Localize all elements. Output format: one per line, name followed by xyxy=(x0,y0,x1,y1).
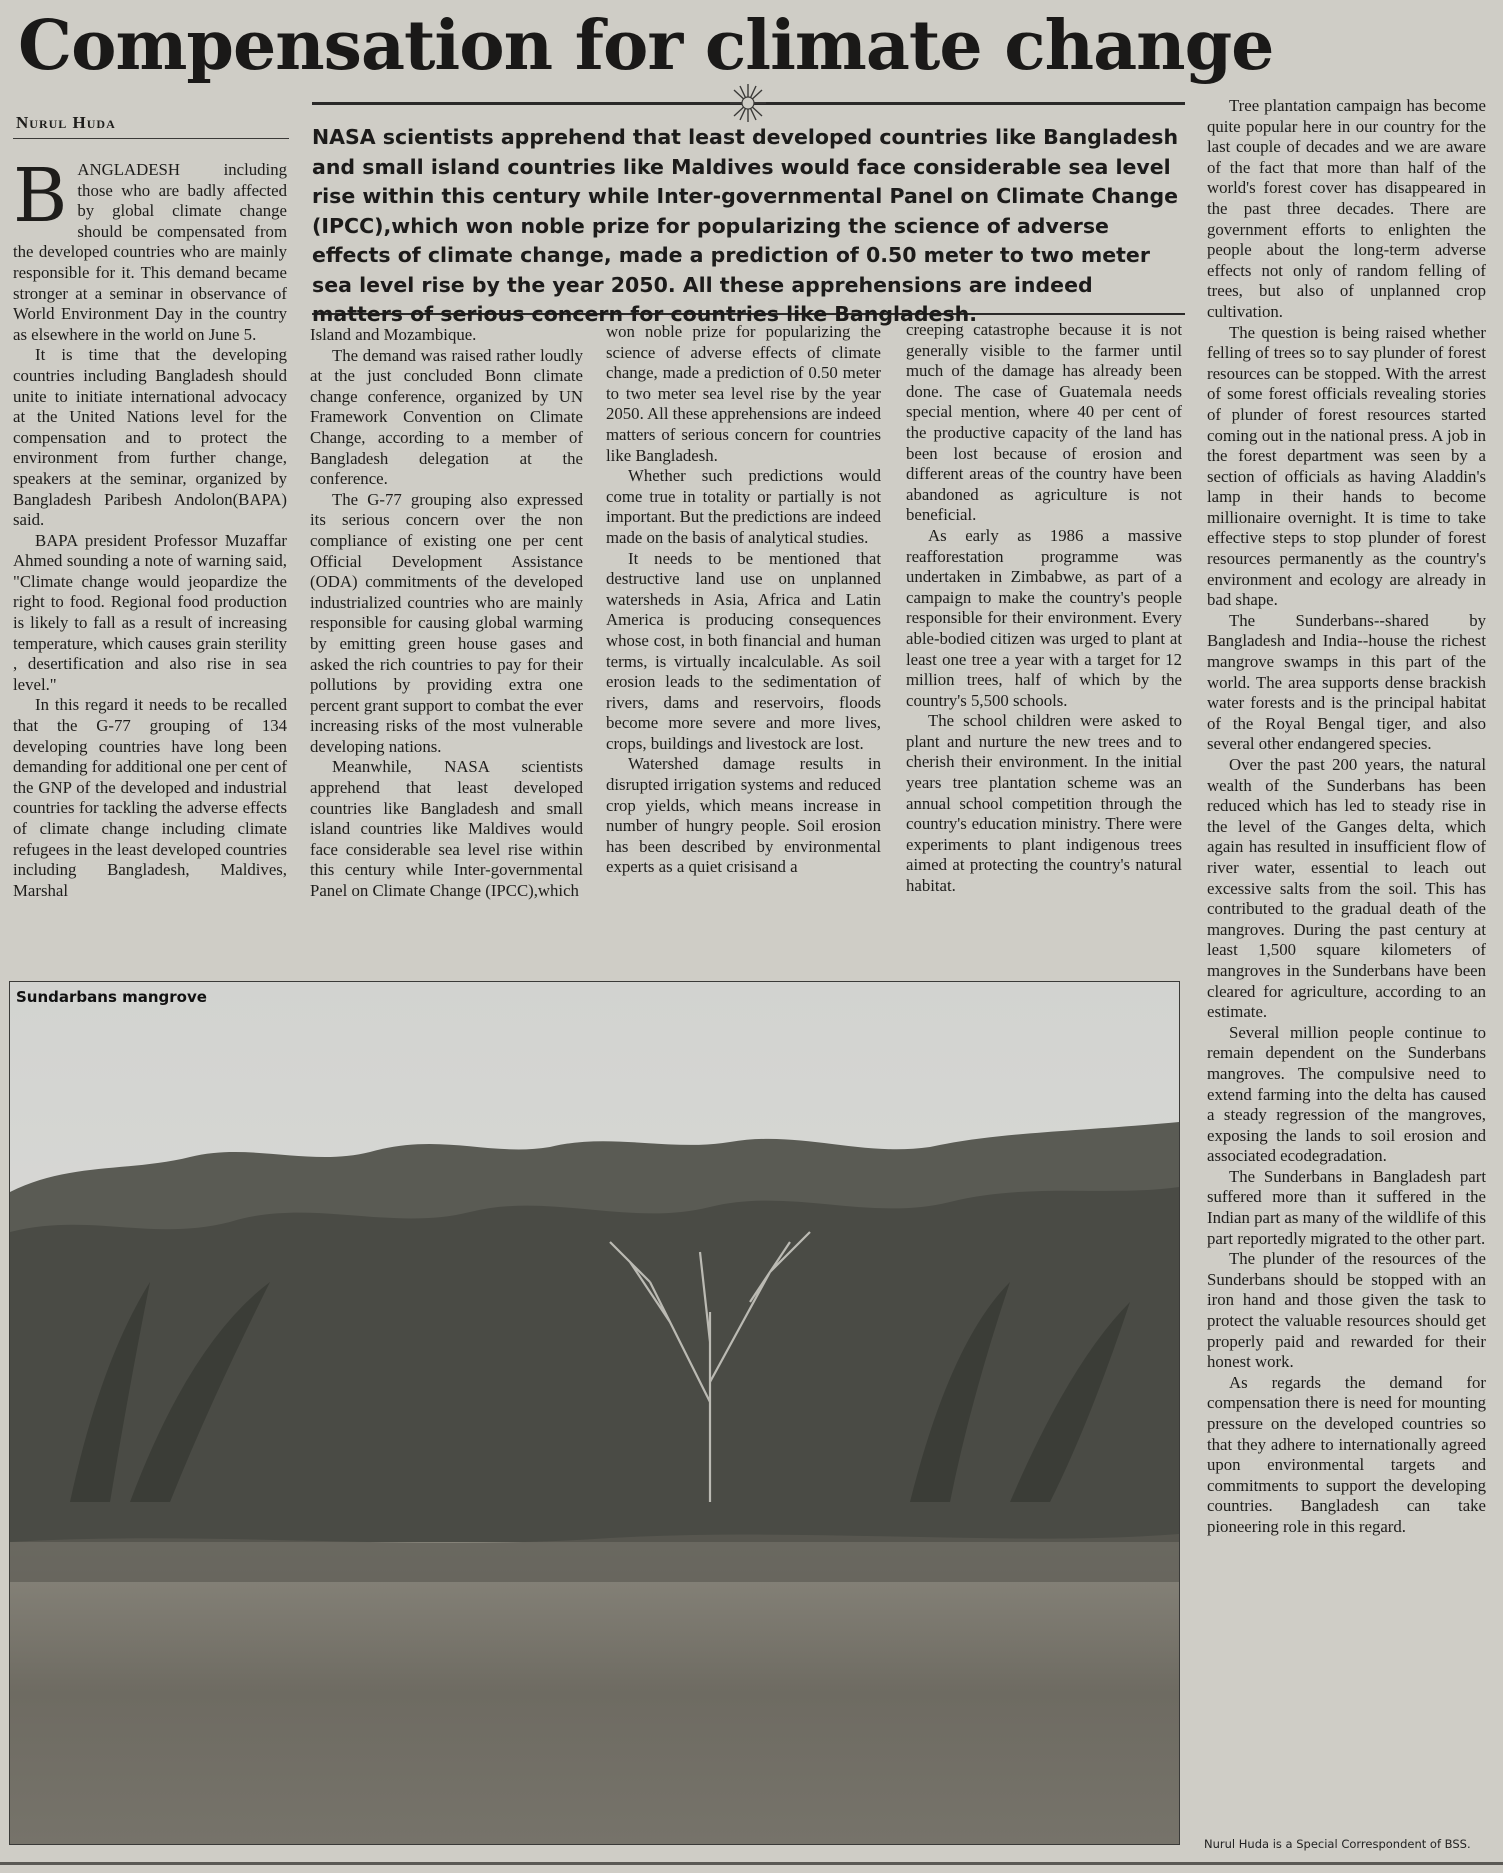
photo-water xyxy=(10,1542,1179,1844)
col3-paragraph-3: It needs to be mentioned that destructive land use on unplanned watersheds in Asia, Africa and Latin America is producing consequences whose cost, in both financial and human terms, is virtually incalculable. As soil erosion leads to the sedimentation of rivers, dams and reservoirs, floods become more severe and more lives, crops, buildings and livestock are lost. xyxy=(606,548,881,753)
column-4 xyxy=(906,320,1182,970)
pull-quote xyxy=(312,102,1185,326)
col5-paragraph-8: As regards the demand for compensation there is need for mounting pressure on the developed countries so that they adhere to internationally agreed upon environmental targets and commitments to support the developing countries. Bangladesh can take pioneering role in this regard. xyxy=(1207,1372,1486,1536)
author-credit: Nurul Huda is a Special Correspondent of BSS. xyxy=(1204,1837,1471,1851)
starburst-ornament xyxy=(720,82,776,126)
column-1 xyxy=(13,160,287,968)
pull-quote-text: NASA scientists apprehend that least developed countries like Bangladesh and small island countries like Maldives would face considerable sea level rise within this century while Inter-governmental Panel on Climate Change (IPCC),which won noble prize for popularizing the science of adverse effects of climate change, made a prediction of 0.50 meter to two meter sea level rise by the year 2050. All these apprehensions are indeed matters of serious concern for countries like Bangladesh. xyxy=(312,125,1179,326)
column-2 xyxy=(310,325,583,970)
headline: Compensation for climate change xyxy=(18,6,1274,86)
mangrove-photo-illustration xyxy=(10,982,1179,1844)
col2-paragraph-2: The demand was raised rather loudly at the just concluded Bonn climate change conference, organized by UN Framework Convention on Climate Change, according to a member of Bangladesh delegation at the conference. xyxy=(310,345,583,489)
col5-paragraph-4: Over the past 200 years, the natural wealth of the Sunderbans has been reduced which has led to steady rise in the level of the Ganges delta, which again has resulted in insufficient flow of river water, essential to leach out excessive salts from the soil. This has contributed to the gradual death of the mangroves. During the past century at least 1,500 square kilometers of mangroves in the Sunderbans have been cleared for agriculture, according to an estimate. xyxy=(1207,755,1486,1022)
col5-paragraph-6: The Sunderbans in Bangladesh part suffered more than it suffered in the Indian part as many of the wildlife of this part reportedly migrated to the other part. xyxy=(1207,1166,1486,1248)
col3-paragraph-2: Whether such predictions would come true in totality or partially is not important. But the predictions are indeed made on the basis of analytical studies. xyxy=(606,466,881,547)
byline-rule xyxy=(13,138,289,139)
col5-paragraph-5: Several million people continue to remain dependent on the Sunderbans mangroves. The compulsive need to extend farming into the delta has caused a steady regression of the mangroves, exposing the lands to soil erosion and associated ecodegradation. xyxy=(1207,1022,1486,1166)
col1-paragraph-3: BAPA president Professor Muzaffar Ahmed sounding a note of warning said, "Climate change would jeopardize the right to food. Regional food production is likely to fall as a result of increasing temperature, which causes grain sterility , desertification and also rise in sea level." xyxy=(13,530,287,694)
col2-paragraph-1: Island and Mozambique. xyxy=(310,325,477,344)
col5-paragraph-1: Tree plantation campaign has become quite popular here in our country for the last couple of decades and we are aware of the fact that more than half of the world's forest cover has disappeared in the past three decades. There are government efforts to enlighten the people about the long-term adverse effects not only of random felling of trees, but also of unplanned crop cultivation. xyxy=(1207,96,1486,321)
col4-paragraph-1: creeping catastrophe because it is not generally visible to the farmer until much of the damage has already been done. The case of Guatemala needs special mention, where 40 per cent of the productive capacity of the land has been lost because of erosion and different areas of the country have been abandoned as agriculture is not beneficial. xyxy=(906,320,1182,525)
col1-paragraph-1 xyxy=(13,160,287,345)
dropcap: B xyxy=(13,160,68,239)
col2-paragraph-3: The G-77 grouping also expressed its serious concern over the non compliance of existing one per cent Official Development Assistance (ODA) commitments of the developed industrialized countries who are mainly responsible for causing global warming by emitting green house gases and asked the rich countries to pay for their pollutions by providing extra one percent grant support to combat the ever increasing risks of the most vulnerable developing nations. xyxy=(310,489,583,756)
column-3 xyxy=(606,322,881,970)
photo-caption: Sundarbans mangrove xyxy=(16,988,207,1006)
col3-paragraph-1: won noble prize for popularizing the science of adverse effects of climate change, made a prediction of 0.50 meter to two meter sea level rise by the year 2050. All these apprehensions are indeed matters of serious concern for countries like Bangladesh. xyxy=(606,322,881,465)
col3-paragraph-4: Watershed damage results in disrupted irrigation systems and reduced crop yields, which means increase in number of hungry people. Soil erosion has been described by environmental experts as a quiet crisisand a xyxy=(606,754,881,877)
col5-paragraph-7: The plunder of the resources of the Sunderbans should be stopped with an iron hand and those given the task to protect the valuable resources should get properly paid and rewarded for their honest work. xyxy=(1207,1249,1486,1372)
col1-paragraph-4: In this regard it needs to be recalled that the G-77 grouping of 134 developing countries have long been demanding for additional one per cent of the GNP of the developed and industrial countries for tackling the adverse effects of climate change including climate refugees in the least developed countries including Bangladesh, Maldives, Marshal xyxy=(13,695,287,900)
col4-paragraph-2: As early as 1986 a massive reafforestation programme was undertaken in Zimbabwe, as part of a campaign to make the country's people responsible for their environment. Every able-bodied citizen was urged to plant at least one tree a year with a target for 12 million trees, half of which by the country's 5,500 schools. xyxy=(906,525,1182,710)
col5-paragraph-2: The question is being raised whether felling of trees so to say plunder of forest resources can be stopped. With the arrest of some forest officials revealing stories of plunder of forest resources started coming out in the national press. A job in the forest department was seen by a section of officials as having Aladdin's lamp in their hands to become millionaire overnight. It is time to take effective steps to stop plunder of forest resources permanently as the country's environment and ecology are already in bad shape. xyxy=(1207,322,1486,610)
col1-paragraph-2: It is time that the developing countries including Bangladesh should unite to initiate international advocacy at the United Nations level for the compensation and to protect the environment from further change, speakers at the seminar, organized by Bangladesh Paribesh Andolon(BAPA) said. xyxy=(13,345,287,530)
col2-paragraph-4: Meanwhile, NASA scientists apprehend that least developed countries like Bangladesh and small island countries like Maldives would face considerable sea level rise within this century while Inter-governmental Panel on Climate Change (IPCC),which xyxy=(310,757,583,901)
col4-paragraph-3: The school children were asked to plant and nurture the new trees and to cherish their environment. In the initial years tree plantation scheme was an annual school competition through the country's education ministry. There were experiments to plant indigenous trees aimed at protecting the country's natural habitat. xyxy=(906,711,1182,896)
byline: Nurul Huda xyxy=(16,113,116,132)
photo-sundarbans xyxy=(9,981,1180,1845)
bottom-rule xyxy=(0,1862,1503,1865)
photo-shore-reflection xyxy=(10,1534,1179,1582)
col1-p1-text: ANGLADESH including those who are badly affected by global climate change should be compensated from the developed countries who are mainly responsible for it. This demand became stronger at a seminar in observance of World Environment Day in the country as elsewhere in the world on June 5. xyxy=(13,160,287,344)
col5-paragraph-3: The Sunderbans--shared by Bangladesh and India--house the richest mangrove swamps in this part of the world. The area supports dense brackish water forests and is the principal habitat of the Royal Bengal tiger, and also several other endangered species. xyxy=(1207,610,1486,754)
column-5 xyxy=(1207,96,1486,1816)
